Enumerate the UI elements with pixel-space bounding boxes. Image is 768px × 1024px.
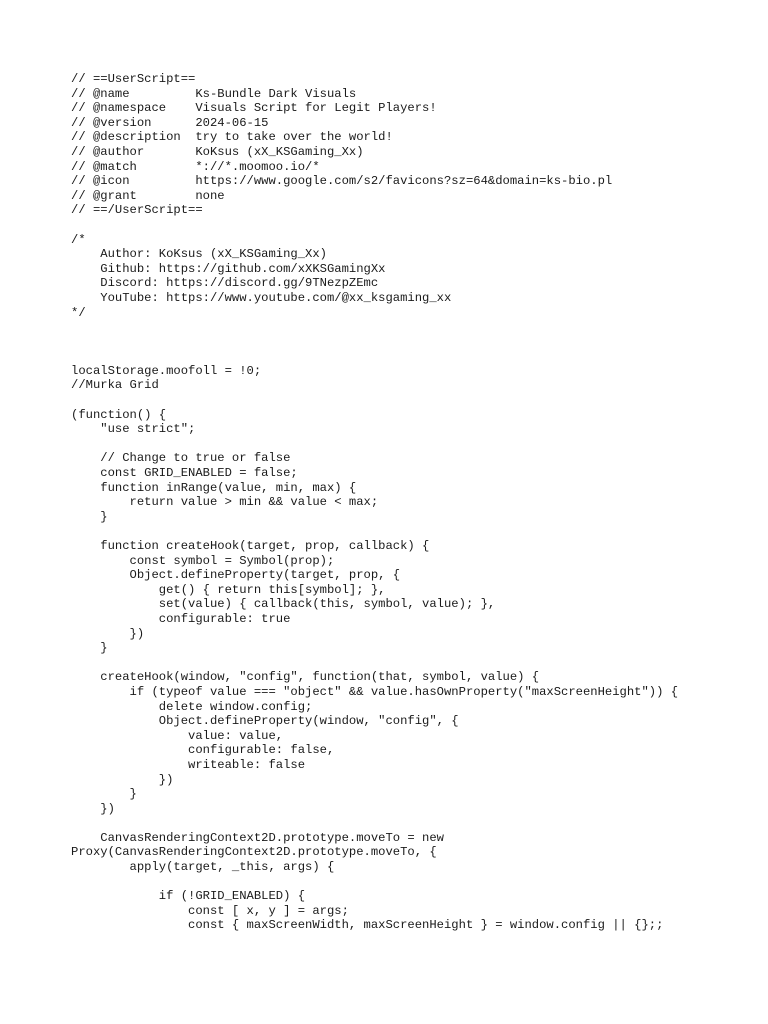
code-line: // @description try to take over the world! <box>71 130 393 145</box>
code-line: configurable: false, <box>71 743 335 758</box>
code-line: localStorage.moofoll = !0; <box>71 363 262 378</box>
code-line: // @grant none <box>71 188 225 203</box>
code-line: }) <box>71 626 145 641</box>
code-line <box>71 393 678 408</box>
code-line: // @version 2024-06-15 <box>71 115 269 130</box>
code-line: function createHook(target, prop, callback) { <box>71 539 430 553</box>
code-line <box>71 656 678 671</box>
code-line <box>71 349 678 364</box>
code-line: value: value, <box>71 728 284 743</box>
code-line: CanvasRenderingContext2D.prototype.moveTo = new <box>71 830 444 845</box>
code-line: }) <box>71 772 174 787</box>
code-line: // @author KoKsus (xX_KSGaming_Xx) <box>71 144 364 159</box>
code-line: apply(target, _this, args) { <box>71 860 335 875</box>
code-line <box>71 320 678 335</box>
code-line: writeable: false <box>71 757 306 772</box>
code-line: } <box>71 509 108 524</box>
code-line <box>71 524 678 539</box>
userscript-code <box>71 72 678 933</box>
code-line: const GRID_ENABLED = false; <box>71 466 298 481</box>
code-line: Object.defineProperty(window, "config", { <box>71 714 459 729</box>
code-line: const symbol = Symbol(prop); <box>71 553 335 568</box>
code-line: get() { return this[symbol]; }, <box>71 582 386 597</box>
code-line: Github: https://github.com/xXKSGamingXx <box>71 261 386 276</box>
code-line: // Change to true or false <box>71 451 291 466</box>
code-line: Author: KoKsus (xX_KSGaming_Xx) <box>71 247 327 262</box>
code-line: Proxy(CanvasRenderingContext2D.prototype.moveTo, { <box>71 845 437 860</box>
code-line: } <box>71 641 108 656</box>
code-line: // ==/UserScript== <box>71 203 203 218</box>
code-line: (function() { <box>71 407 167 422</box>
code-line: } <box>71 787 137 802</box>
code-line <box>71 218 678 233</box>
code-line: */ <box>71 305 86 320</box>
code-line: // ==UserScript== <box>71 72 196 86</box>
code-line: // @namespace Visuals Script for Legit Players! <box>71 101 437 116</box>
code-line: function inRange(value, min, max) { <box>71 480 357 495</box>
code-line: return value > min && value < max; <box>71 495 379 510</box>
code-line: Object.defineProperty(target, prop, { <box>71 568 401 583</box>
code-line: //Murka Grid <box>71 378 159 393</box>
code-line: if (typeof value === "object" && value.hasOwnProperty("maxScreenHeight")) { <box>71 684 679 699</box>
code-line: Discord: https://discord.gg/9TNezpZEmc <box>71 276 379 291</box>
code-line: /* <box>71 232 86 247</box>
code-line <box>71 335 678 350</box>
code-line: delete window.config; <box>71 699 313 714</box>
code-line: "use strict"; <box>71 422 196 437</box>
code-line <box>71 875 678 890</box>
code-line: configurable: true <box>71 611 291 626</box>
code-line: if (!GRID_ENABLED) { <box>71 889 306 904</box>
code-line: set(value) { callback(this, symbol, value); }, <box>71 597 496 612</box>
code-line: const { maxScreenWidth, maxScreenHeight } = window.config || {};; <box>71 918 664 933</box>
code-line: }) <box>71 801 115 816</box>
code-line: YouTube: https://www.youtube.com/@xx_ksgaming_xx <box>71 290 452 305</box>
code-line: const [ x, y ] = args; <box>71 903 349 918</box>
code-line: // @icon https://www.google.com/s2/favicons?sz=64&domain=ks-bio.pl <box>71 174 613 189</box>
code-line: createHook(window, "config", function(that, symbol, value) { <box>71 670 540 685</box>
code-line: // @name Ks-Bundle Dark Visuals <box>71 86 357 101</box>
code-line <box>71 437 678 452</box>
code-line <box>71 816 678 831</box>
code-line: // @match *://*.moomoo.io/* <box>71 159 320 174</box>
